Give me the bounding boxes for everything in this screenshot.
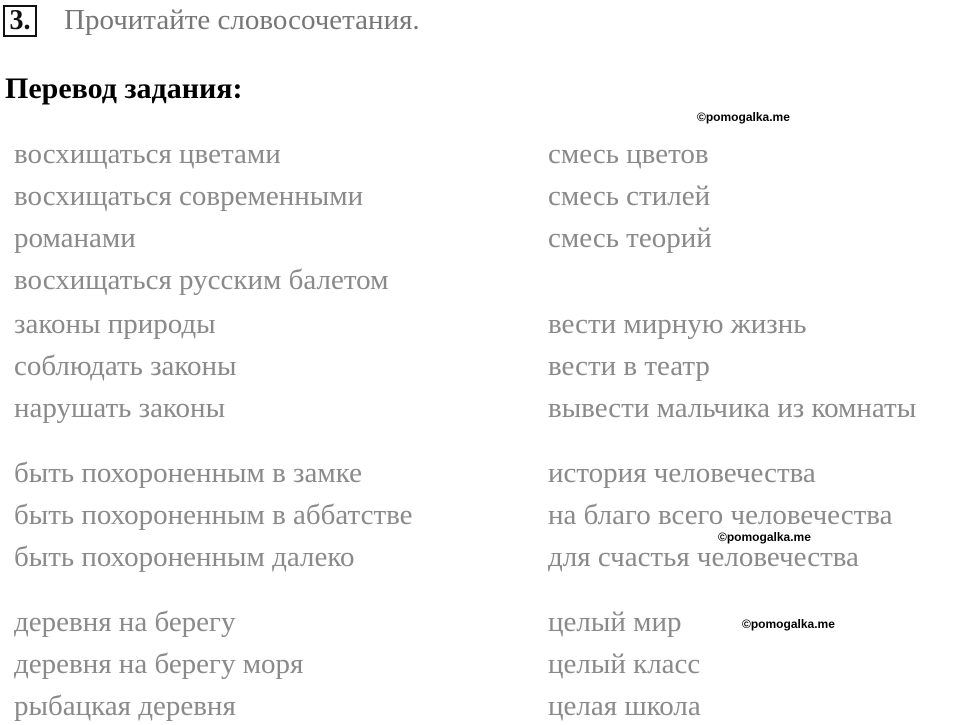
- phrase-left: деревня на берегу моря: [14, 648, 304, 680]
- phrase-left: соблюдать законы: [14, 350, 237, 382]
- phrase-right: вести мирную жизнь: [548, 308, 807, 340]
- section-title: Перевод задания:: [5, 72, 243, 105]
- phrase-left: законы природы: [14, 308, 216, 340]
- phrase-right: на благо всего человечества: [548, 499, 893, 531]
- phrase-right: для счастья человечества: [548, 541, 859, 573]
- phrase-right: история человечества: [548, 457, 816, 489]
- phrase-left: быть похороненным далеко: [14, 541, 355, 573]
- watermark: ©pomogalka.me: [718, 530, 811, 544]
- phrase-right: целый класс: [548, 648, 701, 680]
- task-instruction: Прочитайте словосочетания.: [64, 4, 420, 36]
- phrase-left: быть похороненным в замке: [14, 457, 362, 489]
- phrase-left: романами: [14, 222, 136, 254]
- phrase-left: нарушать законы: [14, 392, 226, 424]
- phrase-left: восхищаться русским балетом: [14, 264, 389, 296]
- phrase-left: деревня на берегу: [14, 606, 236, 638]
- phrase-right: целый мир: [548, 606, 682, 638]
- phrase-right: вести в театр: [548, 350, 710, 382]
- watermark: ©pomogalka.me: [697, 110, 790, 124]
- phrase-left: восхищаться современными: [14, 180, 364, 212]
- phrase-left: быть похороненным в аббатстве: [14, 499, 413, 531]
- phrase-right: целая школа: [548, 690, 701, 722]
- phrase-left: восхищаться цветами: [14, 138, 281, 170]
- watermark: ©pomogalka.me: [742, 617, 835, 631]
- phrase-right: смесь теорий: [548, 222, 712, 254]
- phrase-right: смесь цветов: [548, 138, 709, 170]
- phrase-right: смесь стилей: [548, 180, 711, 212]
- phrase-left: рыбацкая деревня: [14, 690, 236, 722]
- phrase-right: вывести мальчика из комнаты: [548, 392, 917, 424]
- task-number: 3.: [3, 5, 37, 37]
